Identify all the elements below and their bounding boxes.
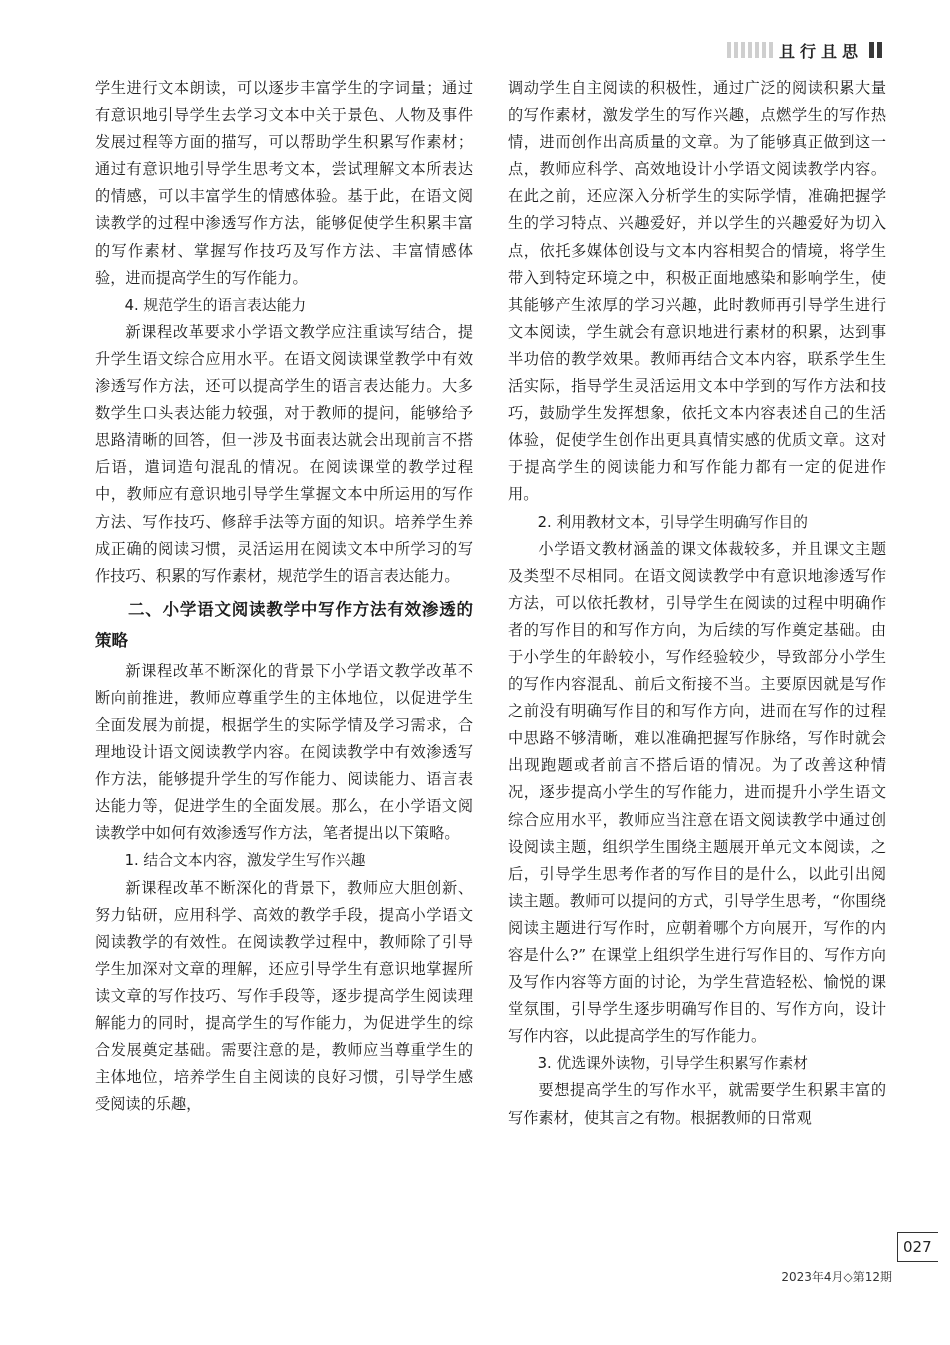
paragraph: 新课程改革要求小学语文教学应注重读写结合，提升学生语文综合应用水平。在语文阅读课堂教学中有效渗透写作方法，还可以提高学生的语言表达能力。大多数学生口头表达能力较强，对于教师的提问，能够给予思路清晰的回答，但一涉及书面表达就会出现前言不搭后语，遣词造句混乱的情况。在阅读课堂的教学过程中，教师应有意识地引导学生掌握文本中所运用的写作方法、写作技巧、修辞手法等方面的知识。培养学生养成正确的阅读习惯，灵活运用在阅读文本中所学习的写作技巧、积累的写作素材，规范学生的语言表达能力。 bbox=[95, 322, 473, 585]
subheading-3: 3. 优选课外读物，引导学生积累写作素材 bbox=[537, 1055, 808, 1073]
subheading-1: 1. 结合文本内容，激发学生写作兴趣 bbox=[124, 852, 366, 870]
paragraph-continued: 学生进行文本朗读，可以逐步丰富学生的字词量；通过有意识地引导学生去学习文本中关于景色、人物及事件发展过程等方面的描写，可以帮助学生积累写作素材；通过有意识地引导学生思考文本，尝试理解文本所表达的情感，可以丰富学生的情感体验。基于此，在语文阅读教学的过程中渗透写作方法，能够促使学生积累丰富的写作素材、掌握写作技巧及写作方法、丰富情感体验，进而提高学生的写作能力。 bbox=[95, 79, 473, 287]
issue-info: 2023年4月◇第12期 bbox=[781, 1270, 892, 1284]
paragraph: 小学语文教材涵盖的课文体裁较多，并且课文主题及类型不尽相同。在语文阅读教学中有意识地渗透写作方法，可以依托教材，引导学生在阅读的过程中明确作者的写作目的和写作方向，为后续的写作奠定基础。由于小学生的年龄较小，写作经验较少，导致部分小学生的写作内容混乱、前后文衔接不当。主要原因就是写作之前没有明确写作目的和写作方向，进而在写作的过程中思路不够清晰，难以准确把握写作脉络，写作时就会出现跑题或者前言不搭后语的情况。为了改善这种情况，逐步提高小学生的写作能力，进而提升小学生语文综合应用水平，教师应当注意在语文阅读教学中通过创设阅读主题，组织学生围绕主题展开单元文本阅读，之后，引导学生思考作者的写作目的是什么，以此引出阅读主题。教师可以提问的方式，引导学生思考，“你围绕阅读主题进行写作时，应朝着哪个方向展开，写作的内容是什么?” 在课堂上组织学生进行写作目的、写作方向及写作内容等方面的讨论，为学生营造轻松、愉悦的课堂氛围，引导学生逐步明确写作目的、写作方向，设计写作内容，以此提高学生的写作能力。 bbox=[508, 539, 886, 1046]
right-column bbox=[508, 75, 886, 1132]
running-header bbox=[727, 38, 882, 62]
section-title: 且行且思 bbox=[778, 41, 863, 61]
paragraph-continued: 调动学生自主阅读的积极性，通过广泛的阅读积累大量的写作素材，激发学生的写作兴趣，点燃学生的写作热情，进而创作出高质量的文章。为了能够真正做到这一点，教师应科学、高效地设计小学语文阅读教学内容。在此之前，还应深入分析学生的实际学情，准确把握学生的学习特点、兴趣爱好，并以学生的兴趣爱好为切入点，依托多媒体创设与文本内容相契合的情境，将学生带入到特定环境之中，积极正面地感染和影响学生，使其能够产生浓厚的学习兴趣，此时教师再引导学生进行文本阅读，学生就会有意识地进行素材的积累，达到事半功倍的教学效果。教师再结合文本内容，联系学生生活实际，指导学生灵活运用文本中学到的写作方法和技巧，鼓励学生发挥想象，依托文本内容表述自己的生活体验，促使学生创作出更具真情实感的优质文章。这对于提高学生的阅读能力和写作能力都有一定的促进作用。 bbox=[508, 79, 886, 504]
subheading-2: 2. 利用教材文本，引导学生明确写作目的 bbox=[537, 513, 808, 531]
header-end-bars bbox=[869, 42, 882, 58]
subheading-4: 4. 规范学生的语言表达能力 bbox=[124, 296, 307, 314]
section-heading-2: 二、小学语文阅读教学中写作方法有效渗透的策略 bbox=[95, 599, 473, 650]
paragraph: 新课程改革不断深化的背景下小学语文教学改革不断向前推进，教师应尊重学生的主体地位，以促进学生全面发展为前提，根据学生的实际学情及学习需求，合理地设计语文阅读教学内容。在阅读教学中有效渗透写作方法，能够提升学生的写作能力、阅读能力、语言表达能力等，促进学生的全面发展。那么，在小学语文阅读教学中如何有效渗透写作方法，笔者提出以下策略。 bbox=[95, 661, 473, 843]
header-decoration-bars bbox=[727, 42, 773, 58]
left-column bbox=[95, 75, 473, 1118]
paragraph: 要想提高学生的写作水平，就需要学生积累丰富的写作素材，使其言之有物。根据教师的日常观 bbox=[508, 1081, 886, 1127]
paragraph: 新课程改革不断深化的背景下，教师应大胆创新、努力钻研，应用科学、高效的教学手段，提高小学语文阅读教学的有效性。在阅读教学过程中，教师除了引导学生加深对文章的理解，还应引导学生有意识地掌握所读文章的写作技巧、写作手段等，逐步提高学生阅读理解能力的同时，提高学生的写作能力，为促进学生的综合发展奠定基础。需要注意的是，教师应当尊重学生的主体地位，培养学生自主阅读的良好习惯，引导学生感受阅读的乐趣， bbox=[95, 878, 473, 1114]
page-number: 027 bbox=[897, 1232, 938, 1262]
